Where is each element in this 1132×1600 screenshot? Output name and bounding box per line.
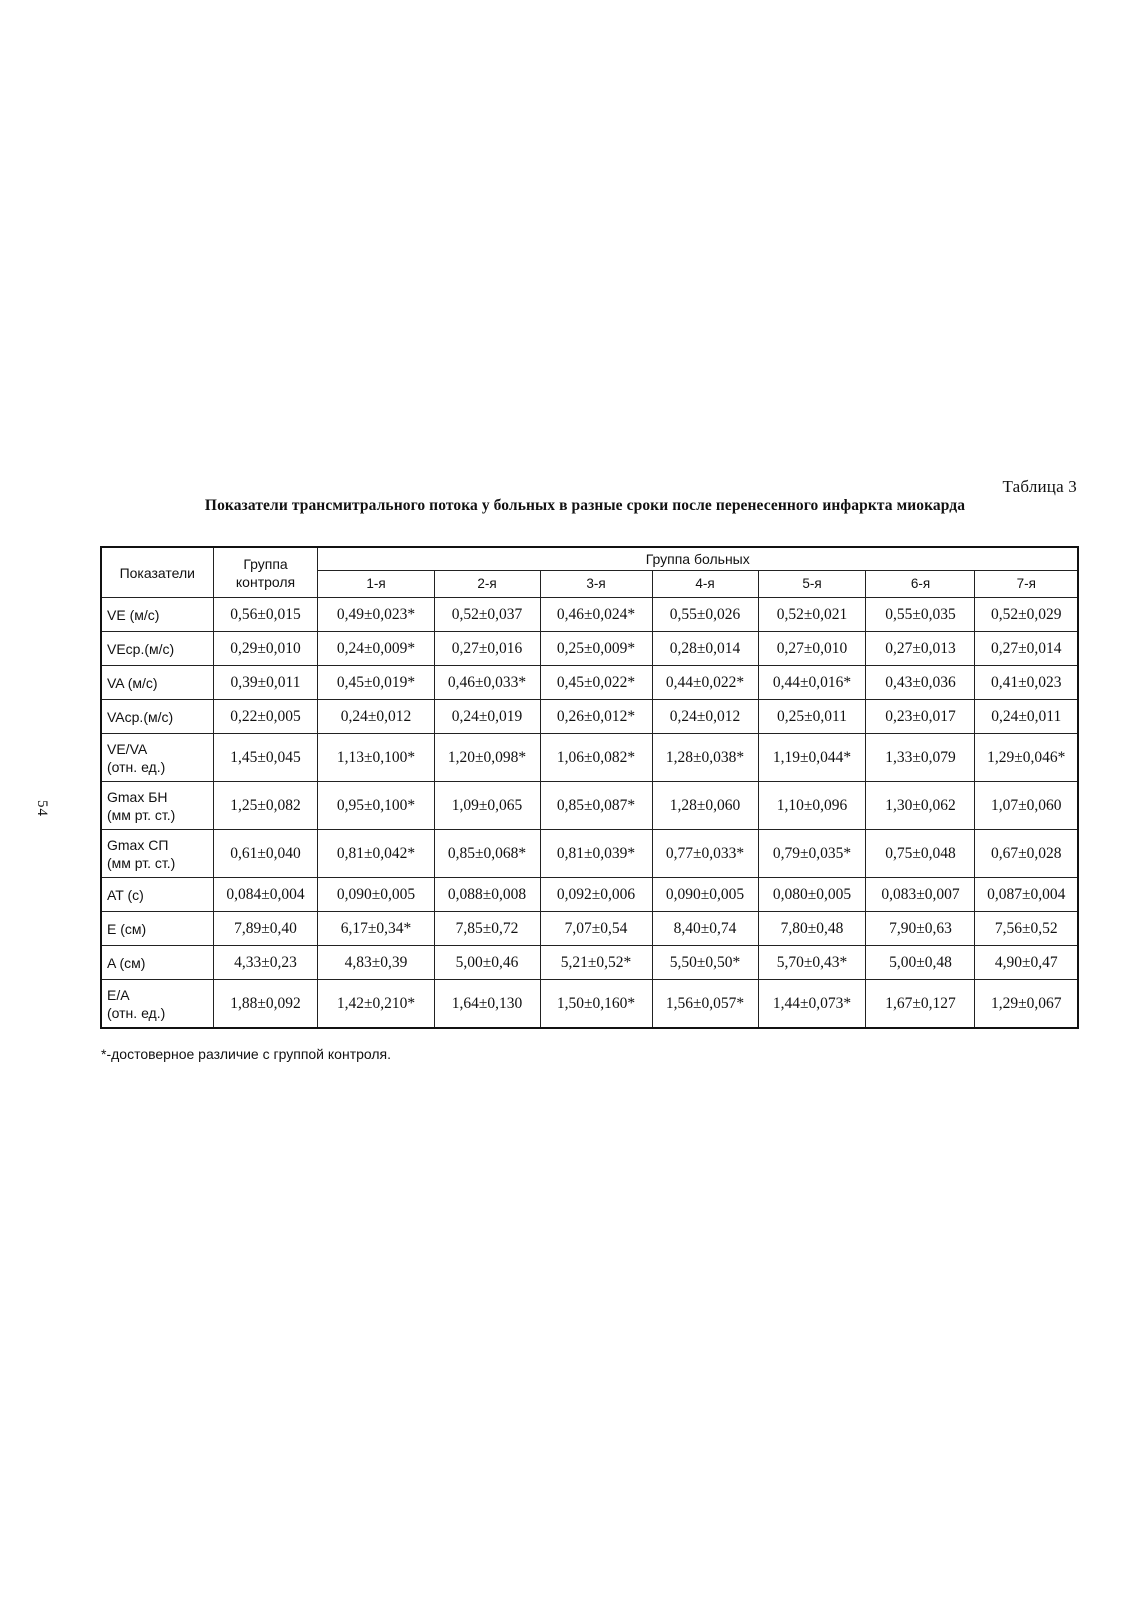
row-label-line: (мм рт. ст.) <box>107 806 176 823</box>
group-value-cell: 1,28±0,060 <box>652 782 758 830</box>
table-row <box>101 830 1078 878</box>
group-value-cell: 4,83±0,39 <box>318 946 434 980</box>
control-value-cell: 0,39±0,011 <box>213 666 318 700</box>
group-value-cell: 1,13±0,100* <box>318 734 434 782</box>
group-value-cell: 5,70±0,43* <box>758 946 866 980</box>
group-value-cell: 1,07±0,060 <box>975 782 1078 830</box>
group-value-cell: 0,092±0,006 <box>540 878 652 912</box>
row-label-line: E/A <box>107 986 130 1003</box>
group-value-cell: 0,46±0,033* <box>434 666 540 700</box>
group-value-cell: 1,56±0,057* <box>652 980 758 1029</box>
group-value-cell: 1,30±0,062 <box>866 782 975 830</box>
row-label-line: VE/VA <box>107 740 148 757</box>
control-value-cell: 0,084±0,004 <box>213 878 318 912</box>
group-value-cell: 0,49±0,023* <box>318 598 434 632</box>
group-value-cell: 0,25±0,009* <box>540 632 652 666</box>
row-label <box>101 598 213 632</box>
group-value-cell: 0,75±0,048 <box>866 830 975 878</box>
row-label <box>101 946 213 980</box>
table-row <box>101 632 1078 666</box>
row-label-line: A (см) <box>107 954 146 971</box>
header-group-7: 7-я <box>975 571 1078 598</box>
group-value-cell: 8,40±0,74 <box>652 912 758 946</box>
header-group-3: 3-я <box>540 571 652 598</box>
group-value-cell: 5,00±0,46 <box>434 946 540 980</box>
table-row <box>101 598 1078 632</box>
group-value-cell: 0,24±0,009* <box>318 632 434 666</box>
group-value-cell: 0,23±0,017 <box>866 700 975 734</box>
row-label-line: VAср.(м/с) <box>107 708 174 725</box>
page-number: 54 <box>34 800 50 817</box>
group-value-cell: 6,17±0,34* <box>318 912 434 946</box>
row-label <box>101 666 213 700</box>
group-value-cell: 0,45±0,019* <box>318 666 434 700</box>
group-value-cell: 0,46±0,024* <box>540 598 652 632</box>
group-value-cell: 1,50±0,160* <box>540 980 652 1029</box>
group-value-cell: 0,090±0,005 <box>318 878 434 912</box>
group-value-cell: 0,52±0,021 <box>758 598 866 632</box>
control-value-cell: 1,45±0,045 <box>213 734 318 782</box>
table-row <box>101 700 1078 734</box>
group-value-cell: 0,24±0,012 <box>318 700 434 734</box>
group-value-cell: 1,10±0,096 <box>758 782 866 830</box>
group-value-cell: 0,27±0,013 <box>866 632 975 666</box>
row-label-line: VEср.(м/с) <box>107 640 175 657</box>
group-value-cell: 7,56±0,52 <box>975 912 1078 946</box>
header-group-2: 2-я <box>434 571 540 598</box>
header-control-line1: Группа <box>243 555 288 572</box>
group-value-cell: 0,52±0,037 <box>434 598 540 632</box>
group-value-cell: 0,28±0,014 <box>652 632 758 666</box>
row-label-line: AT (с) <box>107 886 144 903</box>
group-value-cell: 0,083±0,007 <box>866 878 975 912</box>
group-value-cell: 0,24±0,012 <box>652 700 758 734</box>
group-value-cell: 0,81±0,042* <box>318 830 434 878</box>
group-value-cell: 0,26±0,012* <box>540 700 652 734</box>
table-row <box>101 912 1078 946</box>
group-value-cell: 1,64±0,130 <box>434 980 540 1029</box>
group-value-cell: 0,44±0,016* <box>758 666 866 700</box>
row-label <box>101 878 213 912</box>
group-value-cell: 7,90±0,63 <box>866 912 975 946</box>
group-value-cell: 1,44±0,073* <box>758 980 866 1029</box>
control-value-cell: 0,56±0,015 <box>213 598 318 632</box>
group-value-cell: 0,080±0,005 <box>758 878 866 912</box>
row-label-line: (отн. ед.) <box>107 1004 166 1021</box>
control-value-cell: 0,61±0,040 <box>213 830 318 878</box>
group-value-cell: 0,81±0,039* <box>540 830 652 878</box>
header-group-6: 6-я <box>866 571 975 598</box>
group-value-cell: 0,55±0,035 <box>866 598 975 632</box>
group-value-cell: 0,79±0,035* <box>758 830 866 878</box>
header-group-1: 1-я <box>318 571 434 598</box>
group-value-cell: 7,85±0,72 <box>434 912 540 946</box>
footnote: *-достоверное различие с группой контроля. <box>101 1046 392 1062</box>
header-group-4: 4-я <box>652 571 758 598</box>
header-group-5: 5-я <box>758 571 866 598</box>
table-row <box>101 782 1078 830</box>
row-label <box>101 700 213 734</box>
group-value-cell: 0,44±0,022* <box>652 666 758 700</box>
table-body <box>101 598 1078 1029</box>
table-row <box>101 946 1078 980</box>
row-label <box>101 980 213 1029</box>
row-label <box>101 830 213 878</box>
group-value-cell: 5,00±0,48 <box>866 946 975 980</box>
group-value-cell: 1,19±0,044* <box>758 734 866 782</box>
row-label-line: Gmax БН <box>107 788 168 805</box>
group-value-cell: 4,90±0,47 <box>975 946 1078 980</box>
group-value-cell: 1,33±0,079 <box>866 734 975 782</box>
group-value-cell: 1,28±0,038* <box>652 734 758 782</box>
table-row <box>101 980 1078 1029</box>
row-label <box>101 912 213 946</box>
group-value-cell: 0,77±0,033* <box>652 830 758 878</box>
row-label-line: (отн. ед.) <box>107 758 166 775</box>
group-value-cell: 0,85±0,068* <box>434 830 540 878</box>
group-value-cell: 0,45±0,022* <box>540 666 652 700</box>
header-patient-groups: Группа больных <box>318 547 1078 571</box>
header-indicator: Показатели <box>101 547 213 598</box>
group-value-cell: 5,21±0,52* <box>540 946 652 980</box>
group-value-cell: 7,07±0,54 <box>540 912 652 946</box>
group-value-cell: 0,52±0,029 <box>975 598 1078 632</box>
group-value-cell: 1,42±0,210* <box>318 980 434 1029</box>
row-label-line: VE (м/с) <box>107 606 160 623</box>
row-label <box>101 734 213 782</box>
row-label <box>101 782 213 830</box>
header-control-line2: контроля <box>235 573 296 590</box>
control-value-cell: 1,25±0,082 <box>213 782 318 830</box>
table-row <box>101 734 1078 782</box>
control-value-cell: 0,22±0,005 <box>213 700 318 734</box>
header-control-group <box>213 547 318 598</box>
group-value-cell: 0,088±0,008 <box>434 878 540 912</box>
row-label-line: VA (м/с) <box>107 674 158 691</box>
group-value-cell: 7,80±0,48 <box>758 912 866 946</box>
control-value-cell: 7,89±0,40 <box>213 912 318 946</box>
group-value-cell: 1,20±0,098* <box>434 734 540 782</box>
group-value-cell: 0,090±0,005 <box>652 878 758 912</box>
group-value-cell: 0,27±0,016 <box>434 632 540 666</box>
table-row <box>101 666 1078 700</box>
group-value-cell: 5,50±0,50* <box>652 946 758 980</box>
table-title: Показатели трансмитрального потока у больных в разные сроки после перенесенного инфаркта миокарда <box>204 497 966 514</box>
table-row <box>101 878 1078 912</box>
group-value-cell: 0,087±0,004 <box>975 878 1078 912</box>
group-value-cell: 0,95±0,100* <box>318 782 434 830</box>
group-value-cell: 1,06±0,082* <box>540 734 652 782</box>
control-value-cell: 0,29±0,010 <box>213 632 318 666</box>
group-value-cell: 0,41±0,023 <box>975 666 1078 700</box>
group-value-cell: 0,67±0,028 <box>975 830 1078 878</box>
group-value-cell: 1,29±0,046* <box>975 734 1078 782</box>
control-value-cell: 4,33±0,23 <box>213 946 318 980</box>
group-value-cell: 1,29±0,067 <box>975 980 1078 1029</box>
table-label: Таблица 3 <box>1002 477 1077 496</box>
row-label-line: E (см) <box>107 920 147 937</box>
row-label-line: (мм рт. ст.) <box>107 854 176 871</box>
group-value-cell: 0,85±0,087* <box>540 782 652 830</box>
row-label <box>101 632 213 666</box>
group-value-cell: 0,43±0,036 <box>866 666 975 700</box>
group-value-cell: 0,55±0,026 <box>652 598 758 632</box>
group-value-cell: 1,09±0,065 <box>434 782 540 830</box>
group-value-cell: 0,24±0,011 <box>975 700 1078 734</box>
control-value-cell: 1,88±0,092 <box>213 980 318 1029</box>
group-value-cell: 0,24±0,019 <box>434 700 540 734</box>
group-value-cell: 0,27±0,010 <box>758 632 866 666</box>
row-label-line: Gmax СП <box>107 836 169 853</box>
indicators-table <box>100 546 1079 1029</box>
group-value-cell: 0,27±0,014 <box>975 632 1078 666</box>
group-value-cell: 0,25±0,011 <box>758 700 866 734</box>
group-value-cell: 1,67±0,127 <box>866 980 975 1029</box>
